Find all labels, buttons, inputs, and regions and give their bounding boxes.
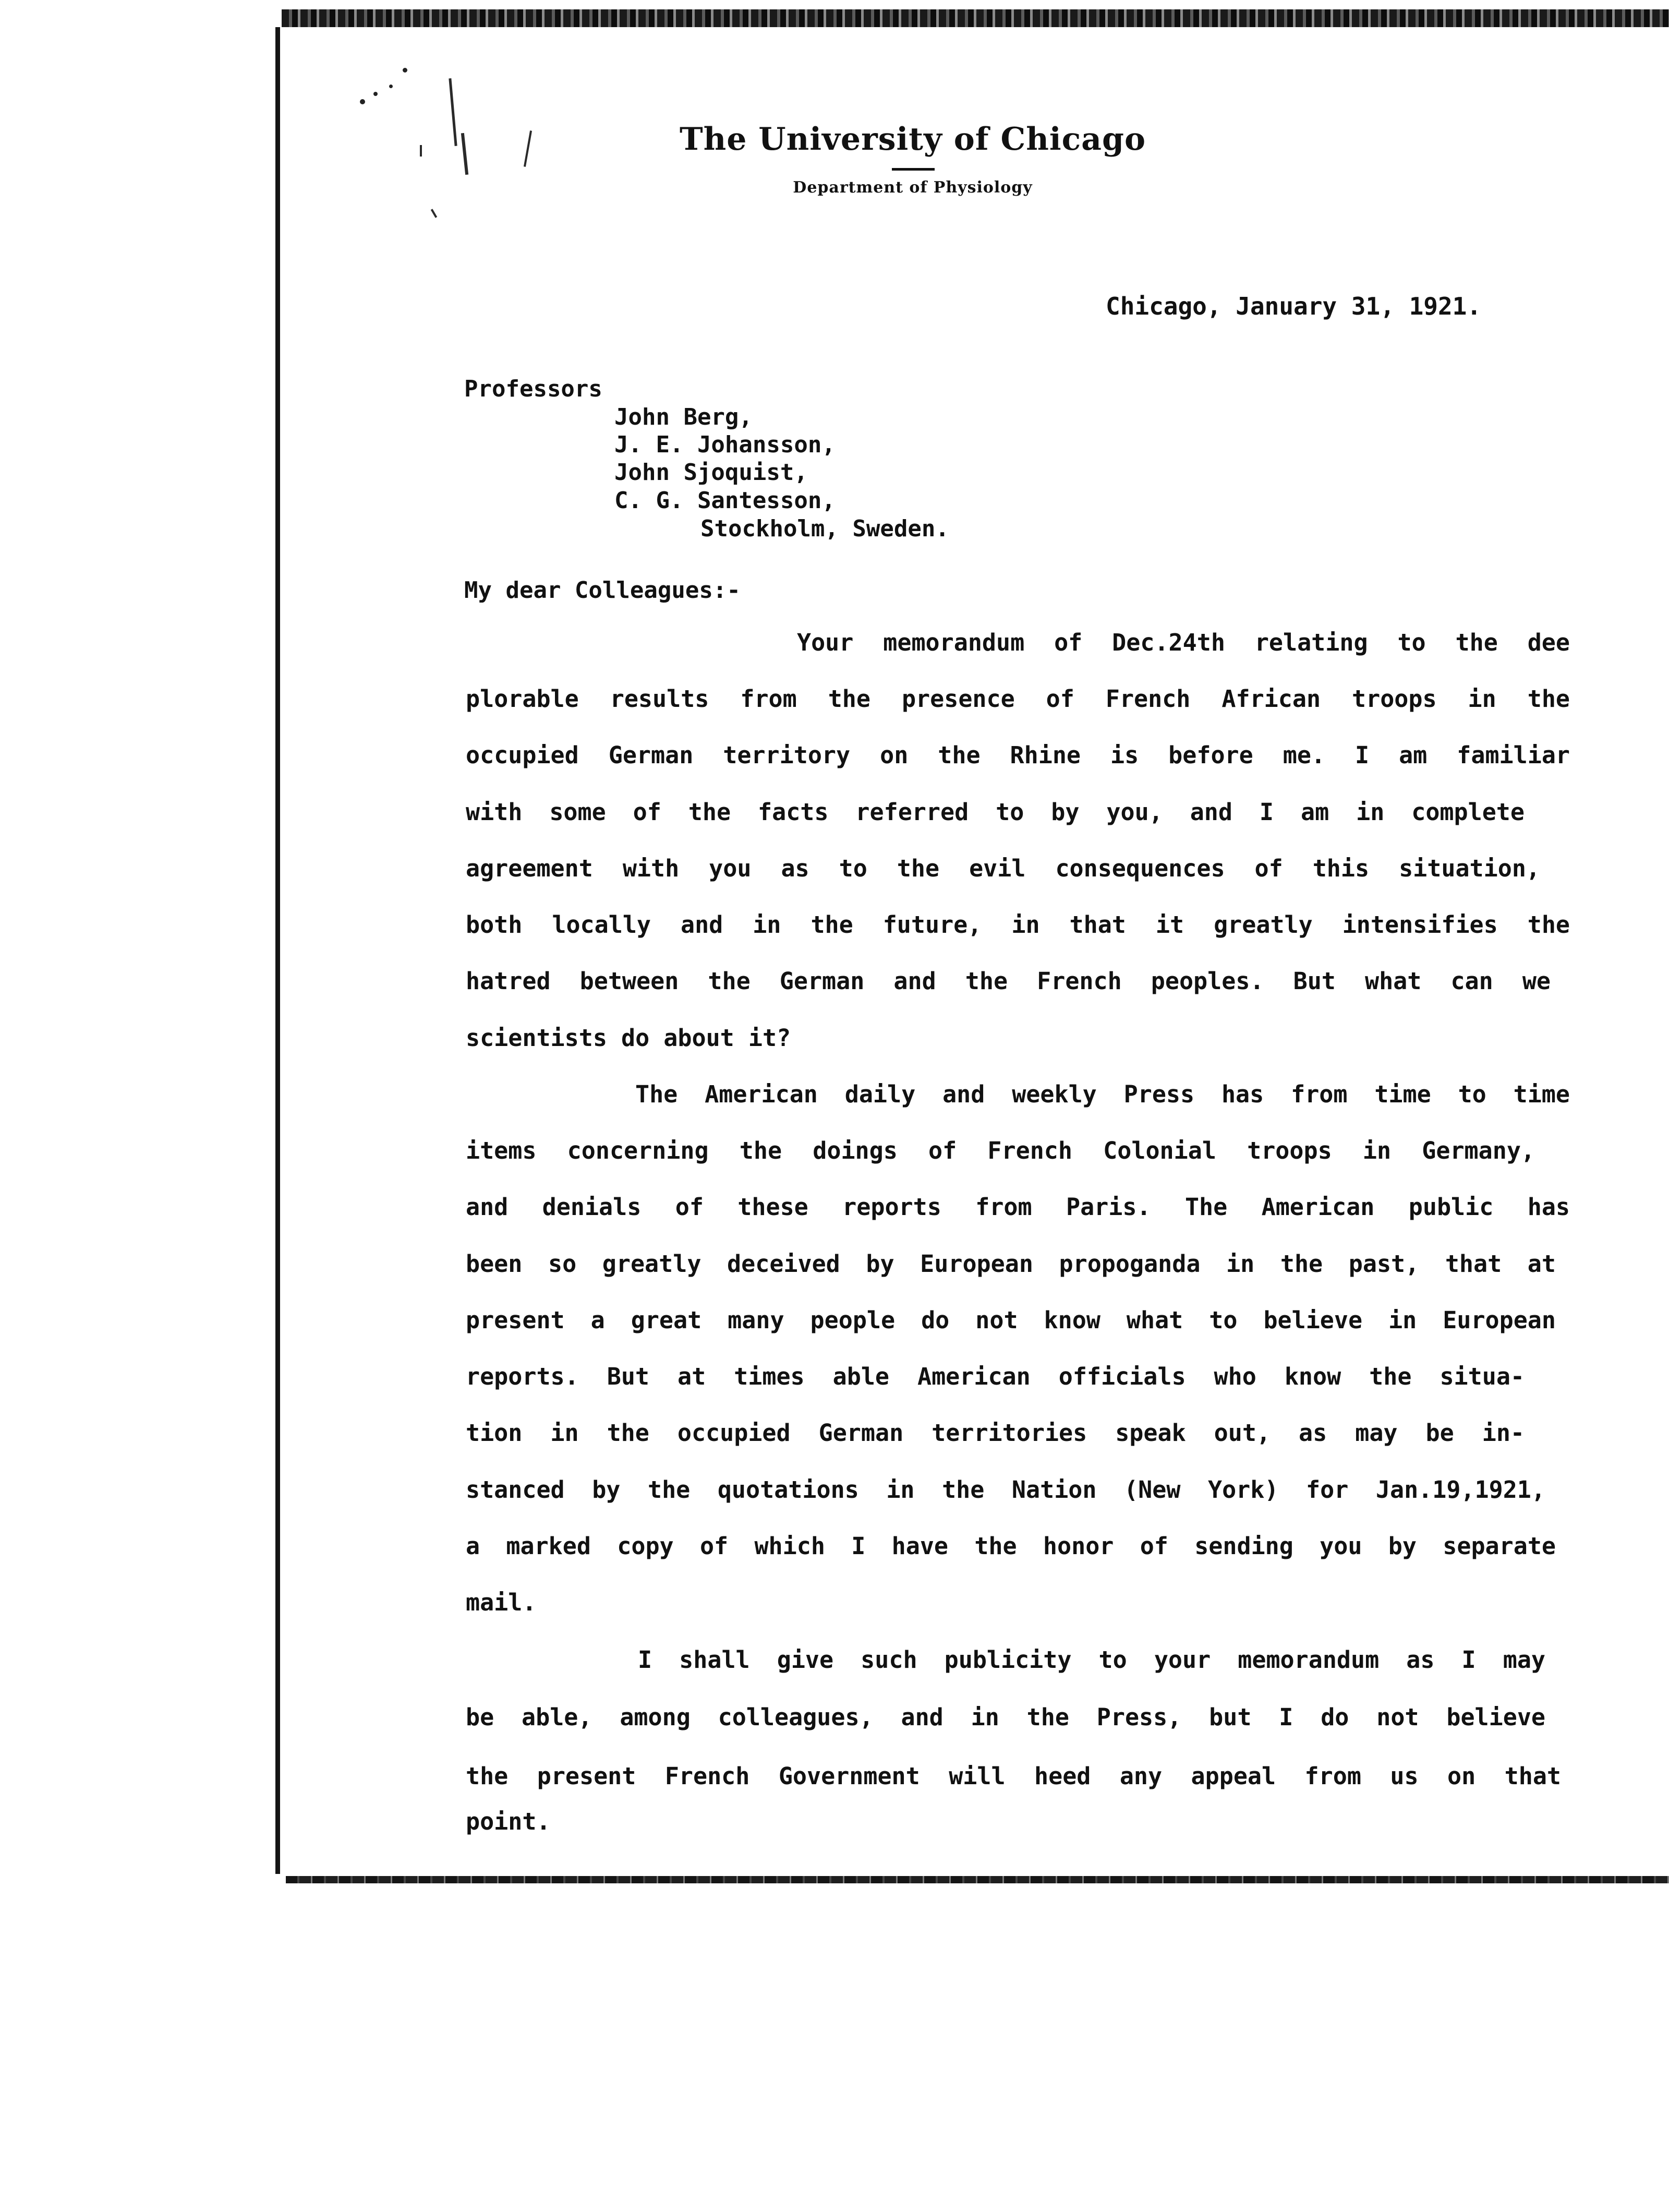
letterhead-rule <box>892 168 935 171</box>
body-line: plorable results from the presence of French African troops in the <box>466 685 1570 713</box>
body-line: a marked copy of which I have the honor of sending you by separate <box>466 1532 1556 1560</box>
recipient-name: J. E. Johansson, <box>614 431 836 458</box>
body-line: present a great many people do not know what to believe in European <box>466 1306 1556 1334</box>
body-line: mail. <box>466 1589 537 1616</box>
body-line: tion in the occupied German territories speak out, as may be in- <box>466 1419 1525 1447</box>
scan-mark <box>431 209 437 218</box>
body-line: I shall give such publicity to your memorandum as I may <box>638 1646 1545 1674</box>
body-line: been so greatly deceived by European propoganda in the past, that at <box>466 1250 1556 1278</box>
letter-date: Chicago, January 31, 1921. <box>1106 292 1482 320</box>
body-line: the present French Government will heed any appeal from us on that <box>466 1762 1561 1790</box>
letterhead-department: Department of Physiology <box>793 178 1033 197</box>
body-line: Your memorandum of Dec.24th relating to the dee <box>797 629 1570 656</box>
salutation: My dear Colleagues:- <box>464 577 741 604</box>
recipient-location: Stockholm, Sweden. <box>700 515 949 542</box>
scan-speck <box>403 68 407 73</box>
body-line: items concerning the doings of French Colonial troops in Germany, <box>466 1137 1535 1164</box>
body-line: both locally and in the future, in that it greatly intensifies the <box>466 911 1570 939</box>
scan-speck <box>373 92 378 96</box>
recipient-name: C. G. Santesson, <box>614 487 836 514</box>
body-line: stanced by the quotations in the Nation (New York) for Jan.19,1921, <box>466 1476 1545 1504</box>
body-line: with some of the facts referred to by you, and I am in complete <box>466 798 1525 826</box>
recipients-heading: Professors <box>464 376 602 402</box>
body-line: agreement with you as to the evil consequences of this situation, <box>466 855 1540 882</box>
scan-mark <box>461 133 468 175</box>
body-line: The American daily and weekly Press has from time to time <box>635 1080 1570 1108</box>
recipient-name: John Berg, <box>614 404 753 430</box>
body-line: hatred between the German and the French peoples. But what can we <box>466 967 1551 995</box>
body-line: point. <box>466 1808 551 1835</box>
body-line: occupied German territory on the Rhine is before me. I am familiar <box>466 741 1570 769</box>
scan-mark <box>524 130 532 167</box>
scan-edge-bottom <box>286 1876 1669 1883</box>
scan-speck <box>389 85 393 88</box>
body-line: be able, among colleagues, and in the Press, but I do not believe <box>466 1703 1545 1731</box>
scan-edge-top <box>282 9 1669 27</box>
scan-speck <box>360 99 365 104</box>
letterhead-institution: The University of Chicago <box>679 121 1146 158</box>
scan-edge-left <box>275 27 280 1874</box>
body-line: reports. But at times able American officials who know the situa- <box>466 1363 1525 1390</box>
recipient-name: John Sjoquist, <box>614 459 808 486</box>
scan-mark <box>449 78 457 146</box>
body-line: scientists do about it? <box>466 1024 791 1052</box>
body-line: and denials of these reports from Paris. The American public has <box>466 1193 1570 1221</box>
scan-mark <box>420 145 422 157</box>
